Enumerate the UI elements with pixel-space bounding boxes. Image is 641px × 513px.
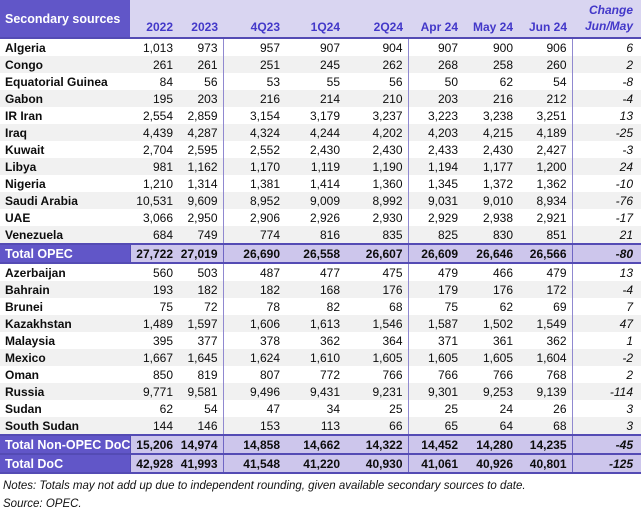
value-cell: 466 xyxy=(492,265,513,280)
value-cell: 973 xyxy=(178,38,223,56)
row-label: Bahrain xyxy=(0,281,130,298)
value-cell: 179 xyxy=(408,281,463,298)
change-cell: -76 xyxy=(572,192,641,209)
value-cell: 1,119 xyxy=(285,158,345,175)
change-cell: -10 xyxy=(615,176,633,191)
value-cell: 2,430 xyxy=(309,142,340,157)
value-cell: 82 xyxy=(326,299,340,314)
value-cell: 4,215 xyxy=(463,124,518,141)
change-cell: -8 xyxy=(622,74,633,89)
value-cell: 14,280 xyxy=(463,435,518,454)
total-row xyxy=(0,435,641,454)
table-row xyxy=(0,192,641,209)
table-row xyxy=(0,73,641,90)
value-cell: 144 xyxy=(130,417,178,435)
column-header: 2022 xyxy=(130,0,178,38)
row-label: Nigeria xyxy=(5,176,46,191)
value-cell: 9,231 xyxy=(345,383,408,400)
row-label: Brunei xyxy=(5,299,44,314)
value-cell: 2,921 xyxy=(518,209,572,226)
change-cell: -125 xyxy=(572,454,641,473)
value-cell: 4,189 xyxy=(518,124,572,141)
table-row xyxy=(0,124,641,141)
value-cell: 4,439 xyxy=(130,124,178,141)
change-cell: -45 xyxy=(572,435,641,454)
value-cell: 72 xyxy=(178,298,223,315)
value-cell: 203 xyxy=(408,90,463,107)
table-title: Secondary sources xyxy=(0,0,130,38)
value-cell: 47 xyxy=(266,401,280,416)
table-row xyxy=(0,417,641,435)
value-cell: 14,452 xyxy=(408,435,463,454)
row-label: Sudan xyxy=(5,401,42,416)
value-cell: 3,238 xyxy=(482,108,513,123)
value-cell: 1,489 xyxy=(130,315,178,332)
change-cell: 24 xyxy=(572,158,641,175)
column-header: 2Q24 xyxy=(345,0,408,38)
table-row xyxy=(0,56,641,73)
value-cell: 2,433 xyxy=(427,142,458,157)
value-cell: 807 xyxy=(259,367,280,382)
change-cell: 7 xyxy=(626,299,633,314)
value-cell: 2,552 xyxy=(249,142,280,157)
value-cell: 260 xyxy=(518,56,572,73)
change-label-line2: Jun/May xyxy=(584,19,633,34)
value-cell: 835 xyxy=(345,226,408,244)
value-cell: 258 xyxy=(463,56,518,73)
value-cell: 768 xyxy=(518,366,572,383)
value-cell: 4,203 xyxy=(408,124,463,141)
value-cell: 3,223 xyxy=(427,108,458,123)
value-cell: 1,613 xyxy=(285,315,345,332)
value-cell: 66 xyxy=(345,417,408,435)
value-cell: 210 xyxy=(345,90,408,107)
value-cell: 75 xyxy=(159,299,173,314)
value-cell: 65 xyxy=(408,417,463,435)
value-cell: 1,177 xyxy=(463,158,518,175)
column-header: May 24 xyxy=(463,0,518,38)
table-body xyxy=(0,38,641,473)
value-cell: 1,381 xyxy=(249,176,280,191)
value-cell: 830 xyxy=(463,226,518,244)
value-cell: 1,372 xyxy=(482,176,513,191)
value-cell: 1,362 xyxy=(518,175,572,192)
value-cell: 1,605 xyxy=(345,349,408,366)
value-cell: 2,427 xyxy=(518,141,572,158)
value-cell: 1,200 xyxy=(518,158,572,175)
value-cell: 9,301 xyxy=(408,383,463,400)
value-cell: 24 xyxy=(499,401,513,416)
value-cell: 3,179 xyxy=(309,108,340,123)
row-label: Mexico xyxy=(0,349,130,366)
value-cell: 212 xyxy=(518,90,572,107)
value-cell: 55 xyxy=(326,74,340,89)
row-label: UAE xyxy=(5,210,31,225)
value-cell: 825 xyxy=(408,226,463,244)
value-cell: 1,502 xyxy=(463,315,518,332)
value-cell: 182 xyxy=(178,281,223,298)
row-label: Equatorial Guinea xyxy=(5,74,108,89)
value-cell: 62 xyxy=(499,299,513,314)
value-cell: 15,206 xyxy=(130,435,178,454)
table-row xyxy=(0,298,641,315)
value-cell: 361 xyxy=(492,333,513,348)
change-cell: -2 xyxy=(572,349,641,366)
value-cell: 1,170 xyxy=(223,158,285,175)
value-cell: 56 xyxy=(345,73,408,90)
change-cell: -4 xyxy=(572,90,641,107)
value-cell: 560 xyxy=(152,265,173,280)
value-cell: 4,287 xyxy=(178,124,223,141)
change-cell: 21 xyxy=(572,226,641,244)
value-cell: 8,992 xyxy=(345,192,408,209)
value-cell: 377 xyxy=(178,332,223,349)
value-cell: 2,704 xyxy=(142,142,173,157)
value-cell: 26,646 xyxy=(463,244,518,263)
value-cell: 176 xyxy=(463,281,518,298)
value-cell: 1,190 xyxy=(345,158,408,175)
value-cell: 2,938 xyxy=(482,210,513,225)
change-cell: -3 xyxy=(622,142,633,157)
value-cell: 3,237 xyxy=(345,107,408,124)
value-cell: 62 xyxy=(159,401,173,416)
value-cell: 251 xyxy=(223,56,285,73)
value-cell: 84 xyxy=(159,74,173,89)
value-cell: 216 xyxy=(463,90,518,107)
value-cell: 371 xyxy=(437,333,458,348)
value-cell: 41,548 xyxy=(223,454,285,473)
value-cell: 14,235 xyxy=(518,435,572,454)
value-cell: 261 xyxy=(178,56,223,73)
value-cell: 900 xyxy=(492,40,513,55)
value-cell: 395 xyxy=(152,333,173,348)
value-cell: 9,431 xyxy=(285,383,345,400)
value-cell: 503 xyxy=(178,263,223,281)
value-cell: 1,013 xyxy=(142,40,173,55)
row-label: South Sudan xyxy=(0,417,130,435)
value-cell: 214 xyxy=(285,90,345,107)
value-cell: 2,430 xyxy=(345,141,408,158)
row-label: Malaysia xyxy=(5,333,56,348)
value-cell: 4,202 xyxy=(345,124,408,141)
value-cell: 487 xyxy=(259,265,280,280)
table-row xyxy=(0,175,641,192)
value-cell: 907 xyxy=(319,40,340,55)
value-cell: 1,314 xyxy=(178,175,223,192)
row-label: Total Non-OPEC DoC xyxy=(0,435,130,454)
change-cell: 13 xyxy=(619,108,633,123)
value-cell: 262 xyxy=(345,56,408,73)
value-cell: 1,667 xyxy=(130,349,178,366)
value-cell: 172 xyxy=(518,281,572,298)
value-cell: 819 xyxy=(178,366,223,383)
value-cell: 364 xyxy=(345,332,408,349)
column-header: 1Q24 xyxy=(285,0,345,38)
table-row xyxy=(0,366,641,383)
value-cell: 2,950 xyxy=(178,209,223,226)
value-cell: 25 xyxy=(444,401,458,416)
value-cell: 475 xyxy=(345,263,408,281)
column-header: 4Q23 xyxy=(223,0,285,38)
value-cell: 27,722 xyxy=(130,244,178,263)
value-cell: 195 xyxy=(130,90,178,107)
table-row xyxy=(0,263,641,281)
change-cell: 2 xyxy=(626,367,633,382)
column-header: 2023 xyxy=(178,0,223,38)
value-cell: 2,930 xyxy=(345,209,408,226)
value-cell: 378 xyxy=(259,333,280,348)
value-cell: 3,251 xyxy=(518,107,572,124)
row-label: Oman xyxy=(5,367,40,382)
table-row xyxy=(0,226,641,244)
total-row xyxy=(0,454,641,473)
value-cell: 4,324 xyxy=(223,124,285,141)
source-text: Source: OPEC. xyxy=(3,498,82,511)
row-label: Congo xyxy=(0,56,130,73)
value-cell: 26,607 xyxy=(345,244,408,263)
table-row xyxy=(0,383,641,400)
table-row xyxy=(0,158,641,175)
value-cell: 168 xyxy=(285,281,345,298)
value-cell: 766 xyxy=(345,366,408,383)
value-cell: 907 xyxy=(437,40,458,55)
change-label-line1: Change xyxy=(588,3,633,17)
value-cell: 1,605 xyxy=(408,349,463,366)
change-cell: 47 xyxy=(572,315,641,332)
table-row xyxy=(0,349,641,366)
value-cell: 26,558 xyxy=(285,244,345,263)
change-cell: -4 xyxy=(572,281,641,298)
value-cell: 113 xyxy=(285,417,345,435)
value-cell: 203 xyxy=(178,90,223,107)
change-cell: -114 xyxy=(572,383,641,400)
value-cell: 3,154 xyxy=(249,108,280,123)
table-row xyxy=(0,209,641,226)
row-label: IR Iran xyxy=(5,108,43,123)
value-cell: 684 xyxy=(130,226,178,244)
value-cell: 749 xyxy=(178,226,223,244)
value-cell: 4,244 xyxy=(285,124,345,141)
value-cell: 182 xyxy=(223,281,285,298)
value-cell: 362 xyxy=(518,332,572,349)
value-cell: 957 xyxy=(259,40,280,55)
table-row xyxy=(0,38,641,56)
value-cell: 1,345 xyxy=(427,176,458,191)
value-cell: 26,690 xyxy=(223,244,285,263)
table-row xyxy=(0,400,641,417)
row-label: Algeria xyxy=(5,40,46,55)
value-cell: 8,952 xyxy=(223,192,285,209)
value-cell: 40,801 xyxy=(518,454,572,473)
value-cell: 477 xyxy=(319,265,340,280)
change-cell: 2 xyxy=(572,56,641,73)
value-cell: 10,531 xyxy=(130,192,178,209)
value-cell: 62 xyxy=(499,74,513,89)
value-cell: 40,926 xyxy=(463,454,518,473)
change-cell: 13 xyxy=(619,265,633,280)
row-label: Saudi Arabia xyxy=(0,192,130,209)
value-cell: 766 xyxy=(437,367,458,382)
value-cell: 56 xyxy=(178,73,223,90)
value-cell: 54 xyxy=(178,400,223,417)
value-cell: 42,928 xyxy=(130,454,178,473)
table-row xyxy=(0,315,641,332)
value-cell: 68 xyxy=(345,298,408,315)
value-cell: 9,139 xyxy=(518,383,572,400)
value-cell: 1,610 xyxy=(285,349,345,366)
value-cell: 9,253 xyxy=(463,383,518,400)
value-cell: 26,609 xyxy=(408,244,463,263)
value-cell: 1,604 xyxy=(518,349,572,366)
column-header: Jun 24 xyxy=(518,0,572,38)
value-cell: 3,066 xyxy=(142,210,173,225)
value-cell: 981 xyxy=(130,158,178,175)
value-cell: 64 xyxy=(463,417,518,435)
change-cell: -17 xyxy=(615,210,633,225)
value-cell: 2,926 xyxy=(309,210,340,225)
value-cell: 14,858 xyxy=(223,435,285,454)
value-cell: 146 xyxy=(178,417,223,435)
change-cell: 1 xyxy=(626,333,633,348)
value-cell: 1,606 xyxy=(223,315,285,332)
value-cell: 68 xyxy=(518,417,572,435)
value-cell: 9,031 xyxy=(408,192,463,209)
row-label: Azerbaijan xyxy=(5,265,66,280)
row-label: Iraq xyxy=(0,124,130,141)
table-row xyxy=(0,90,641,107)
value-cell: 41,220 xyxy=(285,454,345,473)
value-cell: 54 xyxy=(518,73,572,90)
value-cell: 1,162 xyxy=(178,158,223,175)
change-cell: -25 xyxy=(572,124,641,141)
value-cell: 2,554 xyxy=(142,108,173,123)
value-cell: 176 xyxy=(345,281,408,298)
column-header-change xyxy=(572,0,641,38)
value-cell: 1,605 xyxy=(463,349,518,366)
change-cell: 3 xyxy=(626,401,633,416)
table-row xyxy=(0,107,641,124)
value-cell: 14,974 xyxy=(178,435,223,454)
value-cell: 25 xyxy=(345,400,408,417)
row-label: Total OPEC xyxy=(0,244,130,263)
value-cell: 9,771 xyxy=(130,383,178,400)
change-cell: 6 xyxy=(626,40,633,55)
value-cell: 9,496 xyxy=(223,383,285,400)
value-cell: 1,549 xyxy=(518,315,572,332)
value-cell: 75 xyxy=(444,299,458,314)
row-label: Kazakhstan xyxy=(0,315,130,332)
value-cell: 9,009 xyxy=(285,192,345,209)
change-cell: 3 xyxy=(572,417,641,435)
value-cell: 26,566 xyxy=(518,244,572,263)
value-cell: 1,194 xyxy=(408,158,463,175)
value-cell: 362 xyxy=(319,333,340,348)
value-cell: 2,906 xyxy=(249,210,280,225)
change-cell: -80 xyxy=(572,244,641,263)
row-label: Libya xyxy=(0,158,130,175)
value-cell: 1,414 xyxy=(309,176,340,191)
value-cell: 216 xyxy=(223,90,285,107)
row-label: Kuwait xyxy=(5,142,45,157)
value-cell: 1,210 xyxy=(142,176,173,191)
value-cell: 2,929 xyxy=(427,210,458,225)
value-cell: 193 xyxy=(130,281,178,298)
value-cell: 1,624 xyxy=(223,349,285,366)
value-cell: 268 xyxy=(408,56,463,73)
value-cell: 1,587 xyxy=(408,315,463,332)
value-cell: 14,322 xyxy=(345,435,408,454)
value-cell: 8,934 xyxy=(518,192,572,209)
value-cell: 904 xyxy=(345,38,408,56)
value-cell: 34 xyxy=(326,401,340,416)
value-cell: 906 xyxy=(518,38,572,56)
value-cell: 1,597 xyxy=(178,315,223,332)
value-cell: 9,581 xyxy=(178,383,223,400)
value-cell: 774 xyxy=(223,226,285,244)
value-cell: 9,609 xyxy=(178,192,223,209)
value-cell: 479 xyxy=(518,263,572,281)
value-cell: 2,430 xyxy=(482,142,513,157)
value-cell: 53 xyxy=(266,74,280,89)
value-cell: 850 xyxy=(152,367,173,382)
value-cell: 851 xyxy=(518,226,572,244)
value-cell: 26 xyxy=(518,400,572,417)
value-cell: 1,360 xyxy=(345,175,408,192)
value-cell: 9,010 xyxy=(463,192,518,209)
header-row xyxy=(0,0,641,38)
value-cell: 41,061 xyxy=(408,454,463,473)
value-cell: 772 xyxy=(319,367,340,382)
value-cell: 261 xyxy=(130,56,178,73)
total-row xyxy=(0,244,641,263)
value-cell: 816 xyxy=(285,226,345,244)
value-cell: 766 xyxy=(492,367,513,382)
row-label: Gabon xyxy=(0,90,130,107)
value-cell: 40,930 xyxy=(345,454,408,473)
value-cell: 245 xyxy=(285,56,345,73)
value-cell: 2,859 xyxy=(178,107,223,124)
row-label: Russia xyxy=(0,383,130,400)
value-cell: 27,019 xyxy=(178,244,223,263)
value-cell: 78 xyxy=(266,299,280,314)
value-cell: 50 xyxy=(444,74,458,89)
row-label: Venezuela xyxy=(0,226,130,244)
value-cell: 1,645 xyxy=(178,349,223,366)
column-header: Apr 24 xyxy=(408,0,463,38)
value-cell: 41,993 xyxy=(178,454,223,473)
table-row xyxy=(0,281,641,298)
table-row xyxy=(0,332,641,349)
notes-text: Notes: Totals may not add up due to independent rounding, given available secondary sources to date. xyxy=(3,480,526,493)
value-cell: 153 xyxy=(223,417,285,435)
row-label: Total DoC xyxy=(0,454,130,473)
value-cell: 2,595 xyxy=(178,141,223,158)
value-cell: 69 xyxy=(518,298,572,315)
table-row xyxy=(0,141,641,158)
value-cell: 479 xyxy=(437,265,458,280)
value-cell: 14,662 xyxy=(285,435,345,454)
value-cell: 1,546 xyxy=(345,315,408,332)
